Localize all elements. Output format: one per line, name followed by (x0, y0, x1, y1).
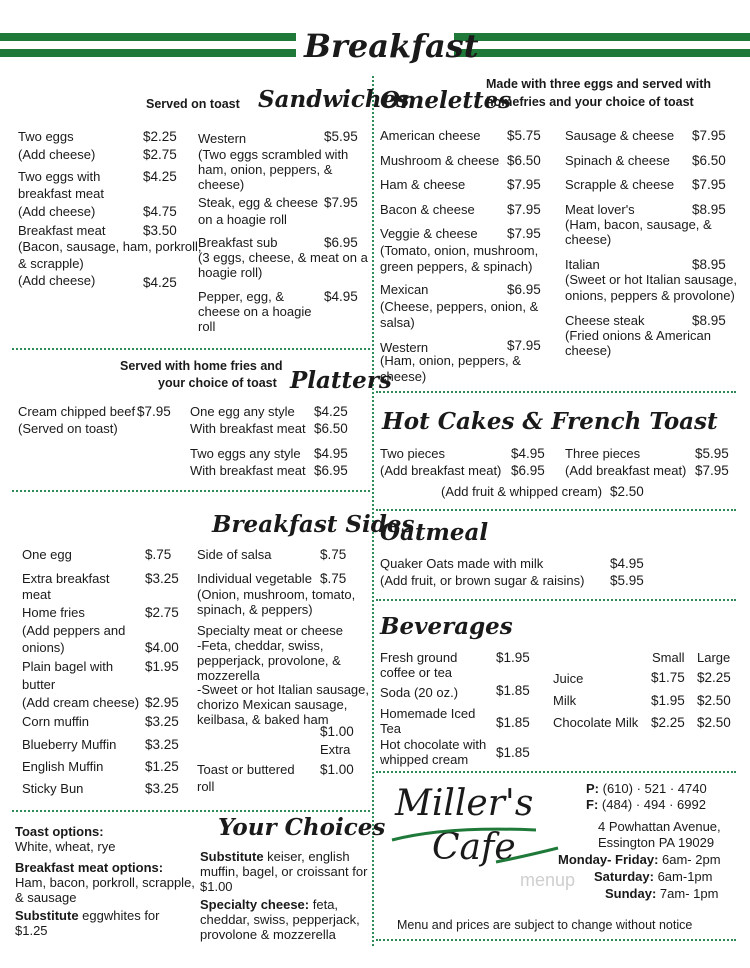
menu-item: One egg any style (190, 404, 295, 419)
menu-item-detail: salsa) (380, 315, 415, 330)
price: $7.95 (137, 404, 171, 419)
specialty-cheese: provolone & mozzerella (200, 927, 336, 942)
menu-item: Scrapple & cheese (565, 177, 675, 192)
address-line-2: Essington PA 19029 (598, 835, 715, 850)
hours-weekday-label: Monday- Friday: (558, 852, 659, 867)
price: $6.50 (507, 153, 541, 168)
page-title: Breakfast (304, 27, 479, 65)
menu-item: Western (198, 131, 247, 146)
choices-heading: Your Choices (218, 814, 386, 841)
price: $8.95 (692, 202, 726, 217)
price: $3.25 (145, 571, 179, 586)
menu-item: Cheese steak (565, 313, 645, 328)
menu-item-detail: (Served on toast) (18, 421, 118, 436)
menu-item-detail: & scrapple) (18, 256, 84, 271)
price: $2.95 (145, 695, 179, 710)
price: $6.95 (324, 235, 358, 250)
price: $3.50 (143, 223, 177, 238)
menu-item-detail: With breakfast meat (190, 463, 306, 478)
menu-item: Toast or buttered (197, 762, 295, 777)
hours-saturday (594, 868, 713, 885)
price: $4.25 (143, 275, 177, 290)
price: $.75 (320, 571, 347, 586)
menu-item: English Muffin (22, 759, 104, 774)
menu-item-detail: (Add breakfast meat) (565, 463, 687, 478)
hours-sunday (605, 885, 718, 902)
menu-item: Veggie & cheese (380, 226, 478, 241)
price: $4.25 (143, 169, 177, 184)
menu-item: Two eggs with (18, 169, 101, 184)
menu-item-detail: green peppers, & spinach) (380, 259, 533, 274)
menu-item-detail: cheese) (380, 369, 427, 384)
menu-item-detail: (Ham, onion, peppers, & (380, 353, 521, 368)
menu-item: Tea (380, 721, 401, 736)
sandwiches-note: Served on toast (146, 97, 240, 111)
menu-item-detail: cheese on a hoagie (198, 304, 312, 319)
specialty-cheese-label: Specialty cheese: (200, 897, 310, 912)
hours-sunday-label: Sunday: (605, 886, 657, 901)
address-line-1: 4 Powhattan Avenue, (598, 819, 721, 834)
menu-item: Plain bagel with (22, 659, 114, 674)
price: $1.95 (651, 693, 685, 708)
menu-item: Corn muffin (22, 714, 89, 729)
title-stripe-right-bottom (454, 49, 750, 57)
divider-cafe-bottom (376, 939, 736, 941)
logo-millers: Miller's (395, 783, 534, 824)
menu-item-detail: (Add cheese) (18, 147, 96, 162)
menu-item: Italian (565, 257, 600, 272)
menu-item: Steak, egg & cheese (198, 195, 318, 210)
price: $8.95 (692, 257, 726, 272)
meat-options: Ham, bacon, porkroll, scrapple, (15, 875, 195, 890)
menu-item: Side of salsa (197, 547, 272, 562)
menu-item: Milk (553, 693, 577, 708)
menu-item: Mushroom & cheese (380, 153, 500, 168)
omelettes-note-1: Made with three eggs and served with (486, 77, 712, 91)
menu-item-detail: roll (198, 319, 216, 334)
divider-oatmeal (376, 599, 736, 601)
menu-item: Two eggs any style (190, 446, 301, 461)
price: $1.75 (651, 670, 685, 685)
menu-item: Three pieces (565, 446, 641, 461)
menu-item-detail: (Fried onions & American (565, 328, 711, 343)
price: $7.95 (507, 226, 541, 241)
eggwhite-price: $1.25 (15, 923, 48, 938)
substitute-option: muffin, bagel, or croissant for (200, 864, 368, 879)
menu-item: Soda (20 oz.) (380, 685, 459, 700)
menu-item: Homemade Iced (380, 706, 476, 721)
price: $2.75 (143, 147, 177, 162)
menu-item-detail: chorizo Mexican sausage, (197, 697, 348, 712)
price: $7.95 (324, 195, 358, 210)
price: $5.95 (324, 129, 358, 144)
fax-number: (484) · 494 · 6992 (601, 797, 706, 812)
menu-item: Sausage & cheese (565, 128, 675, 143)
substitute-label: Substitute (200, 849, 264, 864)
omelettes-note-2: homefries and your choice of toast (486, 95, 694, 109)
menu-item-detail: (Add fruit & whipped cream) (441, 484, 603, 499)
specialty-cheese-text: feta, (309, 897, 339, 912)
platters-note-2: your choice of toast (158, 376, 277, 390)
menu-item: Blueberry Muffin (22, 737, 117, 752)
beverages-heading: Beverages (380, 613, 513, 640)
menu-item-detail: mozzerella (197, 668, 260, 683)
price: $4.25 (314, 404, 348, 419)
menu-item: coffee or tea (380, 665, 453, 680)
hours-weekday-value: 6am- 2pm (658, 852, 721, 867)
price: $1.25 (145, 759, 179, 774)
price: $1.95 (145, 659, 179, 674)
menu-item-detail: cheese) (565, 343, 612, 358)
menu-item-detail: spinach, & peppers) (197, 602, 313, 617)
menu-item: Quaker Oats made with milk (380, 556, 544, 571)
divider-sandwiches (12, 348, 370, 350)
menu-item-detail: on a hoagie roll (198, 212, 287, 227)
menu-item-detail: (Tomato, onion, mushroom, (380, 243, 539, 258)
price: $4.75 (143, 204, 177, 219)
menu-item-detail: -Feta, cheddar, swiss, (197, 638, 324, 653)
menu-item: Two eggs (18, 129, 74, 144)
menu-item: Two pieces (380, 446, 446, 461)
menu-item: Hot chocolate with (380, 737, 487, 752)
price: $2.25 (143, 129, 177, 144)
menu-item-detail: (Add cheese) (18, 204, 96, 219)
price: $2.50 (697, 693, 731, 708)
price: $1.95 (496, 650, 530, 665)
phone-number: (610) · 521 · 4740 (602, 781, 707, 796)
menu-item: Western (380, 340, 429, 355)
menu-item: Breakfast meat (18, 223, 106, 238)
hours-sunday-value: 7am- 1pm (656, 886, 719, 901)
fax-label: F: (586, 797, 599, 812)
menu-item-detail: hoagie roll) (198, 265, 263, 280)
menu-item: Sticky Bun (22, 781, 84, 796)
price: $4.95 (314, 446, 348, 461)
menu-item: Cream chipped beef (18, 404, 136, 419)
menu-item: Bacon & cheese (380, 202, 475, 217)
substitute-text: keiser, english (263, 849, 350, 864)
fax-line (586, 796, 706, 813)
menu-item: American cheese (380, 128, 481, 143)
price: $7.95 (507, 202, 541, 217)
divider-sides (12, 810, 370, 812)
oatmeal-heading: Oatmeal (380, 519, 489, 546)
price: $1.00 (320, 762, 354, 777)
menu-item-detail: (Add cream cheese) (22, 695, 140, 710)
menu-item-detail: (Bacon, sausage, ham, porkroll, (18, 239, 202, 254)
price: $.75 (320, 547, 347, 562)
menu-item-detail: (Two eggs scrambled with (198, 147, 349, 162)
price: $1.00 (320, 724, 354, 739)
phone-line (586, 780, 707, 797)
price: $6.50 (314, 421, 348, 436)
menu-item-detail: (Sweet or hot Italian sausage, (565, 272, 737, 287)
toast-options: White, wheat, rye (15, 839, 116, 854)
price: $1.85 (496, 745, 530, 760)
price: $7.95 (507, 177, 541, 192)
price: $7.95 (692, 177, 726, 192)
menu-item-detail: With breakfast meat (190, 421, 306, 436)
platters-heading: Platters (290, 367, 392, 394)
substitute-label: Substitute (15, 908, 79, 923)
hotcakes-heading: Hot Cakes & French Toast (382, 408, 718, 435)
price: $1.85 (496, 715, 530, 730)
menu-item-detail: (3 eggs, cheese, & meat on a (198, 250, 368, 265)
menu-item: Home fries (22, 605, 85, 620)
menu-item: whipped cream (380, 752, 469, 767)
price: $3.25 (145, 781, 179, 796)
phone-label: P: (586, 781, 599, 796)
menu-item-detail: pepperjack, provolone, & (197, 653, 341, 668)
specialty-cheese: cheddar, swiss, pepperjack, (200, 912, 360, 927)
menu-item: Juice (553, 671, 584, 686)
menu-item-detail: butter (22, 677, 56, 692)
divider-beverages (376, 771, 736, 773)
price: $3.25 (145, 714, 179, 729)
menu-item: One egg (22, 547, 72, 562)
price: $4.95 (511, 446, 545, 461)
price: $7.95 (695, 463, 729, 478)
menu-item-detail: breakfast meat (18, 186, 104, 201)
menu-item-detail: cheese) (198, 177, 245, 192)
hours-weekday (558, 851, 721, 868)
price: $1.85 (496, 683, 530, 698)
price: $4.95 (610, 556, 644, 571)
price: $2.75 (145, 605, 179, 620)
menu-item-detail: (Add breakfast meat) (380, 463, 502, 478)
sides-heading: Breakfast Sides (212, 511, 415, 538)
menu-item-detail: keilbasa, & baked ham (197, 712, 329, 727)
menu-item: Chocolate Milk (553, 715, 639, 730)
menu-item-detail: (Cheese, peppers, onion, & (380, 299, 539, 314)
menu-item: Meat lover's (565, 202, 635, 217)
logo-cafe: Cafe (432, 827, 516, 868)
price: $7.95 (692, 128, 726, 143)
menu-item: Mexican (380, 282, 429, 297)
sandwiches-heading: Sandwiches (258, 86, 410, 113)
meat-options-heading: Breakfast meat options: (15, 860, 164, 875)
price: $6.95 (511, 463, 545, 478)
menu-item: Ham & cheese (380, 177, 466, 192)
meat-options: & sausage (15, 890, 77, 905)
price: $4.00 (145, 640, 179, 655)
price: $6.50 (692, 153, 726, 168)
menu-item-detail: roll (197, 779, 215, 794)
menu-item-detail: (Add peppers and (22, 623, 126, 638)
price: $6.95 (314, 463, 348, 478)
price: $5.75 (507, 128, 541, 143)
menu-item: Extra breakfast (22, 571, 110, 586)
price: $2.25 (651, 715, 685, 730)
menu-item: Spinach & cheese (565, 153, 670, 168)
menu-item: Pepper, egg, & (198, 289, 285, 304)
menu-item-detail: (Add fruit, or brown sugar & raisins) (380, 573, 585, 588)
hours-saturday-label: Saturday: (594, 869, 654, 884)
menu-item-detail: meat (22, 587, 51, 602)
price: $2.50 (697, 715, 731, 730)
toast-options-heading: Toast options: (15, 824, 104, 839)
price: $8.95 (692, 313, 726, 328)
omelettes-heading: Omelettes (380, 87, 512, 114)
menu-item-detail: cheese) (565, 232, 612, 247)
title-stripe-left-bottom (0, 49, 296, 57)
platters-note-1: Served with home fries and (120, 359, 283, 373)
title-stripe-left-top (0, 33, 296, 41)
eggwhite-text: eggwhites for (78, 908, 160, 923)
divider-omelettes (376, 391, 736, 393)
substitute-price: $1.00 (200, 879, 233, 894)
price: $.75 (145, 547, 172, 562)
menu-item-detail: onions, peppers & provolone) (565, 288, 735, 303)
hours-saturday-value: 6am-1pm (653, 869, 713, 884)
size-small-header: Small (652, 650, 685, 665)
menu-item-detail: Extra (320, 742, 351, 757)
price: $4.95 (324, 289, 358, 304)
menu-item-detail: ham, onion, peppers, & (198, 162, 333, 177)
title-stripe-right-top (454, 33, 750, 41)
menu-item: Specialty meat or cheese (197, 623, 343, 638)
divider-hotcakes (376, 509, 736, 511)
disclaimer: Menu and prices are subject to change without notice (397, 918, 693, 932)
price: $2.50 (610, 484, 644, 499)
menu-item: Breakfast sub (198, 235, 278, 250)
logo-swoosh-icon (386, 818, 566, 868)
divider-platters (12, 490, 370, 492)
menu-item-detail: onions) (22, 640, 65, 655)
menu-item-detail: (Ham, bacon, sausage, & (565, 217, 712, 232)
price: $7.95 (507, 338, 541, 353)
menu-item-detail: -Sweet or hot Italian sausage, (197, 682, 369, 697)
watermark: menup (520, 870, 576, 890)
price: $6.95 (507, 282, 541, 297)
menu-item: Individual vegetable (197, 571, 312, 586)
price: $5.95 (695, 446, 729, 461)
menu-item-detail: (Add cheese) (18, 273, 96, 288)
menu-item-detail: (Onion, mushroom, tomato, (197, 587, 356, 602)
size-large-header: Large (697, 650, 731, 665)
price: $2.25 (697, 670, 731, 685)
menu-item: Fresh ground (380, 650, 458, 665)
price: $3.25 (145, 737, 179, 752)
price: $5.95 (610, 573, 644, 588)
